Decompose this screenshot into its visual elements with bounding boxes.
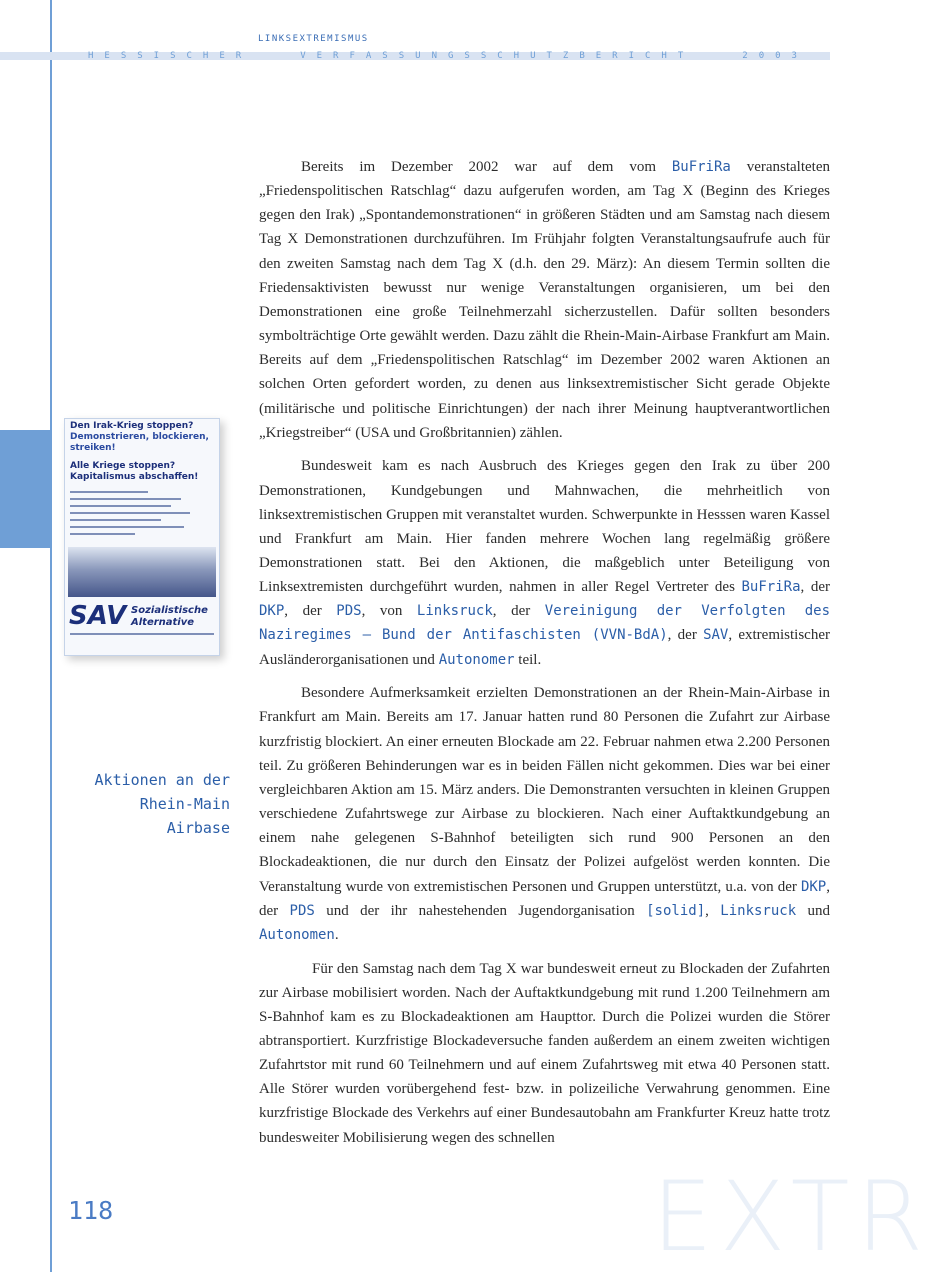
margin-heading: Aktionen an der Rhein-Main Airbase — [94, 771, 230, 837]
header-sub-right: 2003 — [742, 51, 808, 61]
organization-name: DKP — [259, 603, 285, 620]
margin-rule — [50, 0, 52, 1272]
organization-name: [solid] — [646, 902, 706, 919]
paragraph-text: Bundesweit kam es nach Ausbruch des Krieges gegen den Irak zu über 200 Demonstrationen, Kundgebungen und Mahnwachen, die mehrheitlich von linksextremistischen Gruppen mit veranstaltet wurden. Schwerpunkte in Hesssen waren Kassel und Frankfurt am Main. Hier fanden mehrere Wochen lang regelmäßig größere Demonstrationen statt. Bei den Aktionen, die maßgeblich unter Beteiligung von Linksextremisten durchgeführt wurden, nahmen in aller Regel Vertreter des — [259, 458, 830, 596]
paragraph-text: teil. — [514, 651, 542, 668]
organization-name: DKP — [800, 878, 827, 895]
organization-name: BuFriRa — [741, 579, 801, 596]
organization-name: Autonomen — [259, 926, 335, 943]
paragraph-text: Bereits im Dezember 2002 war auf dem vom — [301, 159, 672, 175]
organization-name: PDS — [336, 603, 362, 620]
watermark-text: EXTR — [652, 1161, 930, 1273]
paragraph — [259, 681, 830, 947]
flyer-fine-print — [70, 491, 200, 540]
paragraph-text: , extremistischer Ausländerorganisationen und — [259, 627, 830, 668]
paragraph-text: und der ihr nahestehenden Jugendorganisation — [314, 902, 647, 919]
paragraph-text: Besondere Aufmerksamkeit erzielten Demonstrationen an der Rhein-Main-Airbase in Frankfurt am Main. Bereits am 17. Januar hatten rund 80 Personen die Zufahrt zur Airbase kurzfristig blockiert. An einer erneuten Blockade am 22. Februar nahmen etwa 2.200 Personen teil. Zu größeren Behinderungen war es in beiden Fällen nicht gekommen. Dies war bei einer vergleichbaren Aktion am 15. März anders. Die Demonstranten versuchten in kleinen Gruppen verschiedene Zufahrtswege zur Airbase zu blockieren. Nach einer Auftaktkundgebung an einem nahe gelegenen S-Bahnhof beteiligten sich rund 900 Personen an den Blockadeaktionen, die nur durch den Einsatz der Polizei aufgelöst werden konnten. Die Veranstaltung wurde von extremistischen Personen und Gruppen unterstützt, u.a. von der — [259, 685, 830, 895]
paragraph — [259, 454, 830, 671]
side-color-block — [0, 430, 50, 548]
organization-name: SAV — [703, 627, 729, 644]
organization-name: Autonomer — [438, 651, 515, 668]
organization-name: Linksruck — [720, 902, 797, 919]
paragraph-text: , der — [284, 603, 337, 620]
running-header-subtitle — [88, 50, 808, 62]
flyer-crowd-photo — [68, 547, 216, 597]
organization-name: PDS — [289, 902, 315, 919]
sav-flyer-image — [64, 418, 220, 656]
organization-name: Linksruck — [416, 603, 493, 620]
page-number: 118 — [68, 1196, 114, 1225]
flyer-headline-1: Den Irak-Krieg stoppen? — [70, 421, 194, 431]
organization-name: Vereinigung der Verfolgten des Naziregimes – Bund der Antifaschisten (VVN-BdA) — [259, 603, 830, 644]
paragraph — [259, 957, 830, 1150]
paragraph-text: , der — [667, 627, 704, 644]
paragraph-text: Für den Samstag nach dem Tag X war bundesweit erneut zu Blockaden der Zufahrten zur Airbase mobilisiert worden. Nach der Auftaktkundgebung mit rund 1.200 Teilnehmern am S-Bahnhof kam es zu Blockadeaktionen am Haupttor. Durch die Polizei wurden die Störer abtransportiert. Kurzfristige Blockadeversuche fanden außerdem an einem zweiten wichtigen Zufahrtstor mit rund 60 Teilnehmern und auf einem Zufahrtsweg mit etwa 40 Personen statt. Alle Störer wurden vorübergehend fest- bzw. in polizeiliche Verwahrung genommen. Eine kurzfristige Blockade des Verkehrs auf einer Bundesautobahn am Frankfurter Kreuz hatte trotz bundesweiter Mobilisierung wegen des schnellen — [259, 960, 830, 1146]
paragraph-text: , der — [492, 603, 545, 620]
flyer-headline-2: Demonstrieren, blockieren, streiken! — [70, 432, 209, 453]
body-text — [259, 155, 830, 1159]
flyer-logo-text: Sozialistische Alternative — [131, 605, 208, 628]
paragraph-text: . — [334, 926, 339, 943]
header-sub-left: HESSISCHER — [88, 51, 253, 61]
flyer-headline-3: Alle Kriege stoppen? Kapitalismus abschaffen! — [70, 461, 199, 482]
paragraph-text: , von — [361, 603, 417, 620]
organization-name: BuFriRa — [671, 159, 731, 175]
paragraph-text: , — [705, 902, 721, 919]
running-header-section: LINKSEXTREMISMUS — [258, 34, 369, 44]
paragraph — [259, 155, 830, 445]
paragraph-text: und — [796, 902, 831, 919]
paragraph-text: , der — [259, 878, 830, 919]
paragraph-text: veranstalteten „Friedenspolitischen Ratschlag“ dazu aufgerufen worden, am Tag X (Beginn des Krieges gegen den Irak) „Spontandemonstrationen“ in größeren Städten und am Samstag nach diesem Tag X Demonstrationen durchzuführen. Im Frühjahr folgten Veranstaltungsaufrufe auch für den zweiten Samstag nach dem Tag X (d.h. den 29. März): An diesem Termin sollten die Friedensaktivisten bewusst nur wenige Veranstaltungen organisieren, um bei den Demonstrationen eine große Teilnehmerzahl sicherzustellen. Dafür sollten besonders symbolträchtige Orte gewählt werden. Dazu zählt die Rhein-Main-Airbase Frankfurt am Main. Bereits auf dem „Friedenspolitischen Ratschlag“ im Dezember 2002 waren Aktionen an solchen Orten gefordert worden, zu denen aus linksextremistischer Sicht gerade Objekte (militärische und politische Einrichtungen) der nach ihrer Meinung hauptverantwortlichen „Kriegstreiber“ (USA und Großbritannien) zählen. — [259, 159, 830, 441]
flyer-footer-line — [70, 633, 214, 635]
flyer-sav-logo: SAV — [69, 601, 127, 631]
header-sub-mid: VERFASSUNGSSCHUTZBERICHT — [300, 51, 695, 61]
paragraph-text: , der — [800, 579, 830, 596]
